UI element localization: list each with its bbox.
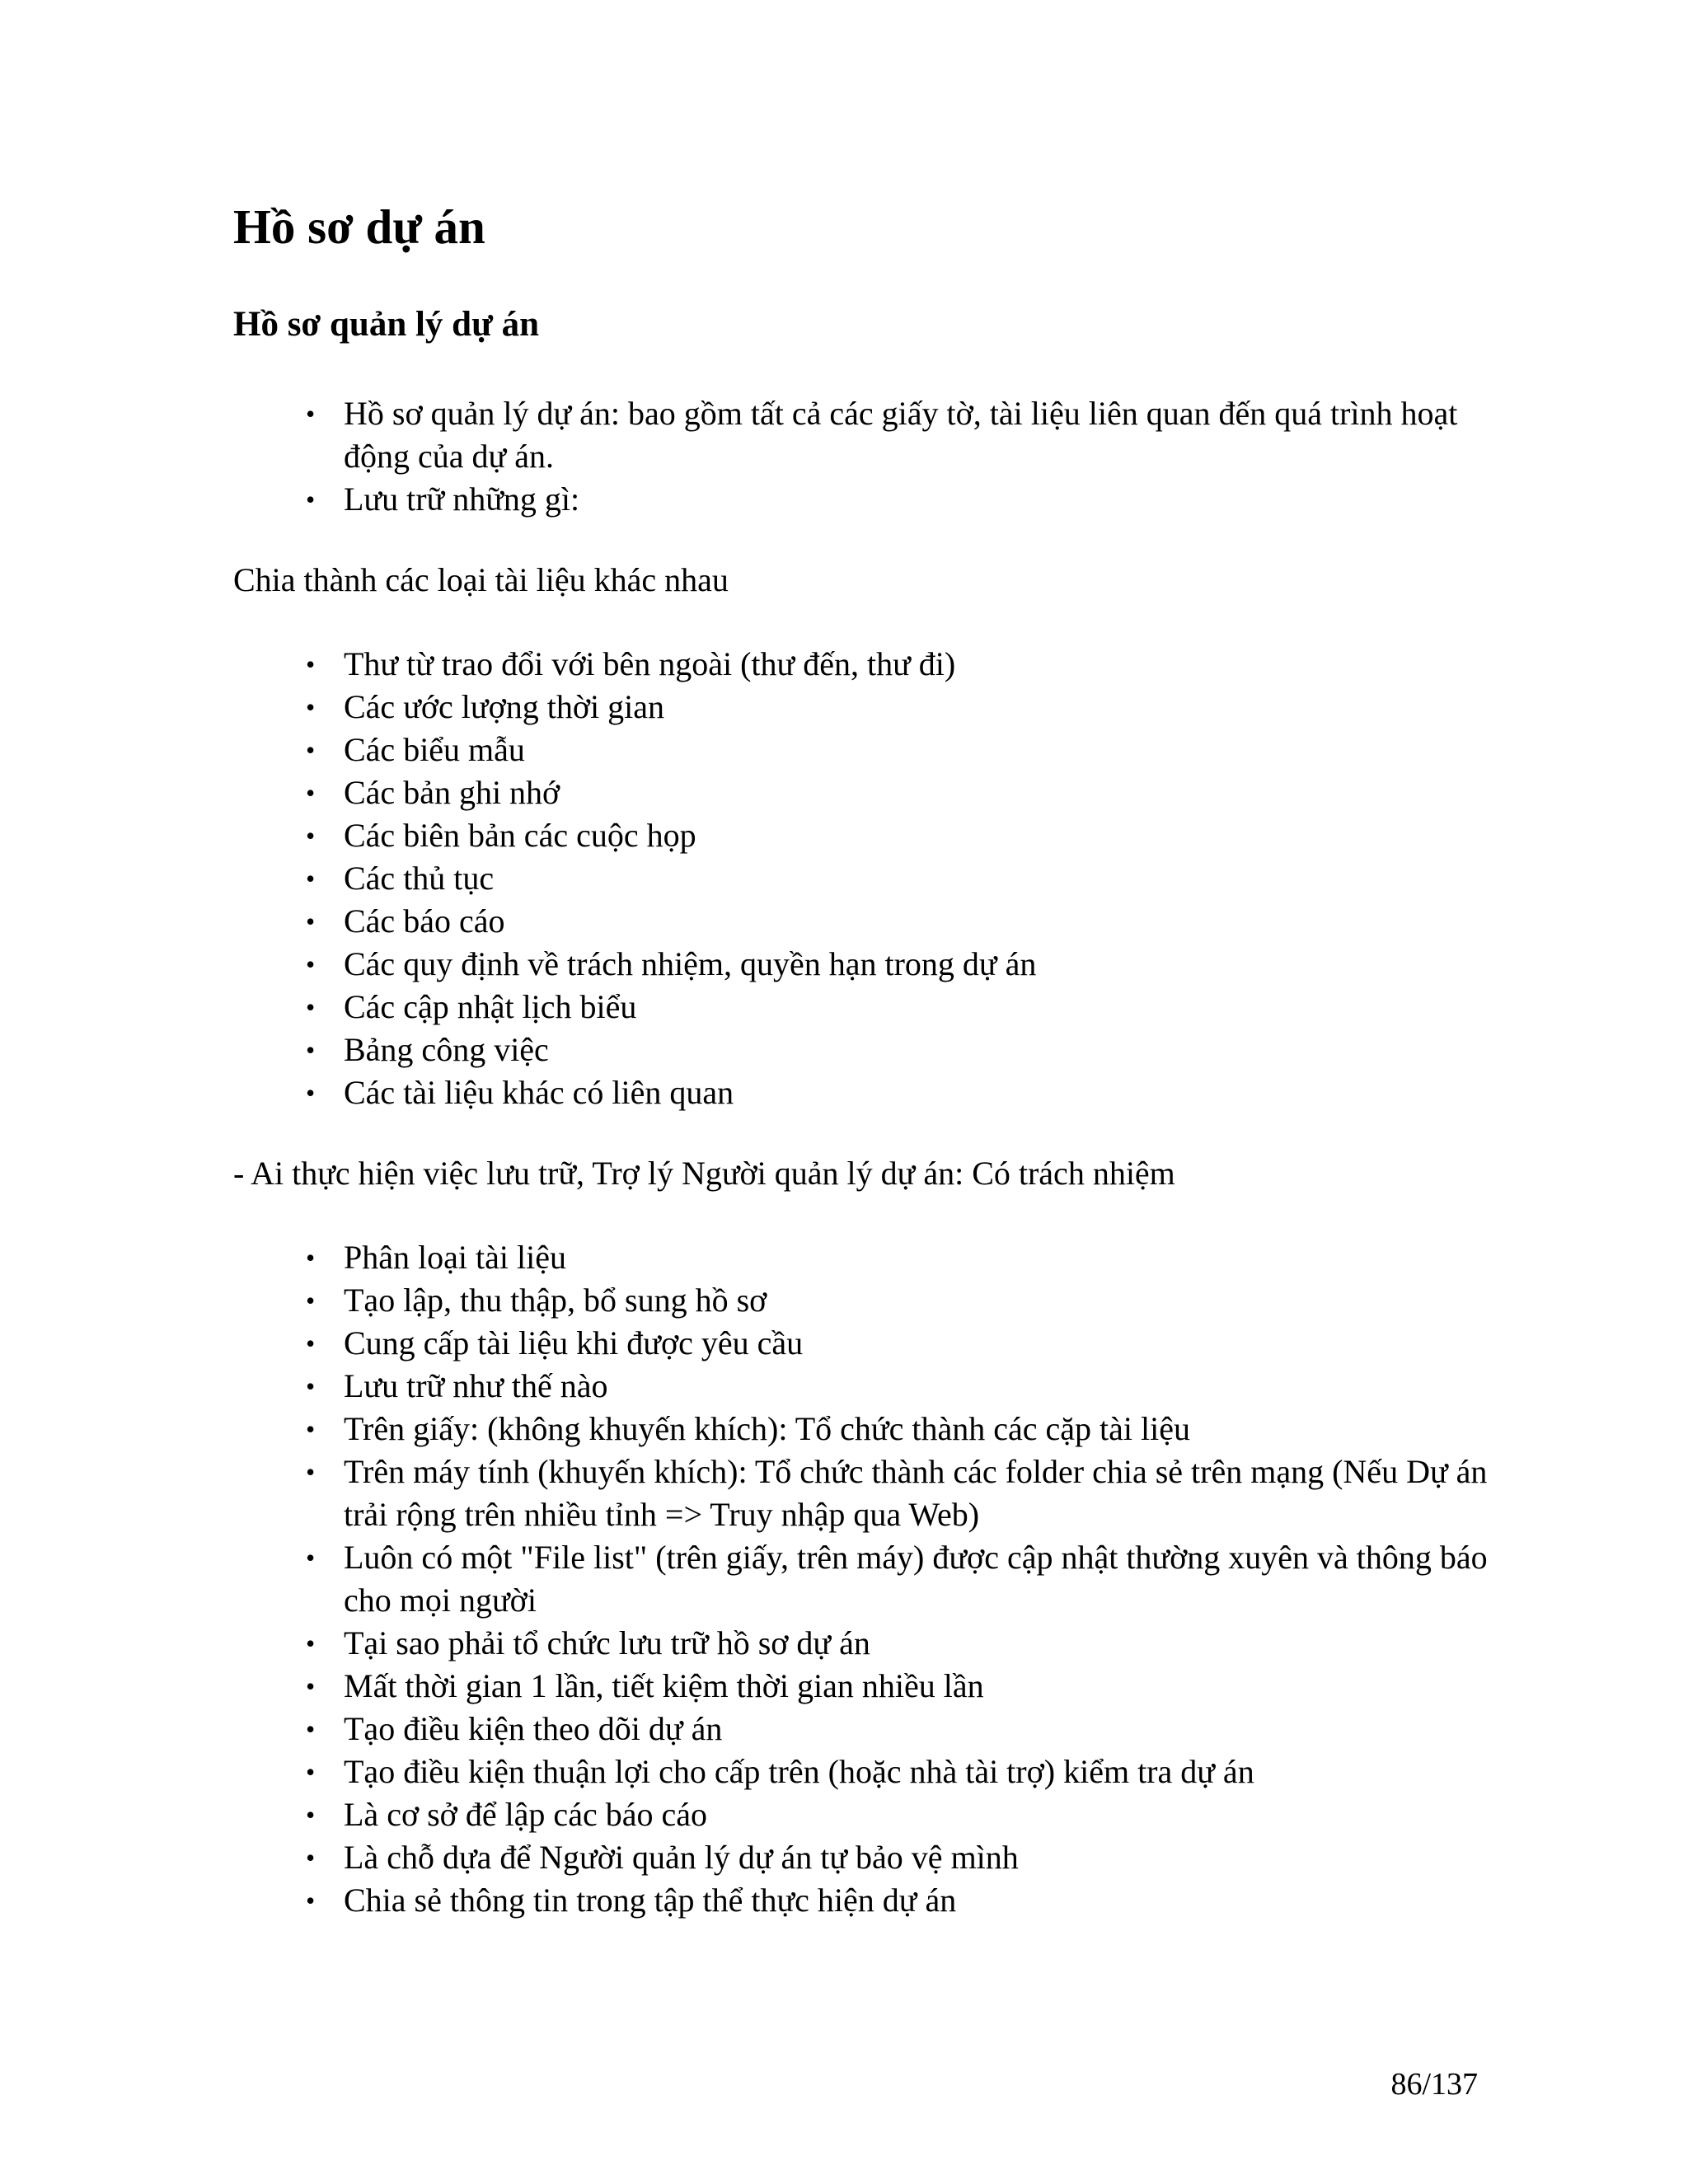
list-item: • Các biên bản các cuộc họp xyxy=(344,814,1498,857)
section-heading: Hồ sơ quản lý dự án xyxy=(233,305,540,344)
list-item: • Luôn có một "File list" (trên giấy, trên máy) được cập nhật thường xuyên và thông báo cho mọi người xyxy=(344,1536,1498,1622)
list-item: • Các báo cáo xyxy=(344,900,1498,943)
responsibilities-list xyxy=(344,1236,1498,1922)
list-item: • Các biểu mẫu xyxy=(344,729,1498,771)
list-item: • Trên máy tính (khuyến khích): Tổ chức thành các folder chia sẻ trên mạng (Nếu Dự án trải rộng trên nhiều tỉnh => Truy nhập qua Web) xyxy=(344,1451,1498,1536)
list-item: • Tại sao phải tổ chức lưu trữ hồ sơ dự án xyxy=(344,1622,1498,1665)
list-item: • Hồ sơ quản lý dự án: bao gồm tất cả các giấy tờ, tài liệu liên quan đến quá trình hoạt động của dự án. xyxy=(344,392,1498,478)
list-item: • Lưu trữ như thế nào xyxy=(344,1365,1498,1408)
list-item: • Các bản ghi nhớ xyxy=(344,771,1498,814)
list-item: • Tạo lập, thu thập, bổ sung hồ sơ xyxy=(344,1279,1498,1322)
list-item: • Bảng công việc xyxy=(344,1029,1498,1071)
page-title: Hồ sơ dự án xyxy=(233,199,485,254)
list-item: • Lưu trữ những gì: xyxy=(344,478,1498,521)
list-item: • Trên giấy: (không khuyến khích): Tổ chức thành các cặp tài liệu xyxy=(344,1408,1498,1451)
list-item: • Phân loại tài liệu xyxy=(344,1236,1498,1279)
responsibility-paragraph: - Ai thực hiện việc lưu trữ, Trợ lý Người quản lý dự án: Có trách nhiệm xyxy=(233,1155,1175,1192)
list-item: • Các cập nhật lịch biểu xyxy=(344,986,1498,1029)
intro-bullet-list xyxy=(344,392,1498,521)
list-item: • Các thủ tục xyxy=(344,857,1498,900)
list-item: • Mất thời gian 1 lần, tiết kiệm thời gian nhiều lần xyxy=(344,1665,1498,1708)
list-item: • Các quy định về trách nhiệm, quyền hạn trong dự án xyxy=(344,943,1498,986)
page-number: 86/137 xyxy=(1390,2067,1478,2102)
list-item: • Thư từ trao đổi với bên ngoài (thư đến, thư đi) xyxy=(344,643,1498,686)
document-categories-paragraph: Chia thành các loại tài liệu khác nhau xyxy=(233,561,729,598)
list-item: • Các ước lượng thời gian xyxy=(344,686,1498,729)
list-item: • Tạo điều kiện thuận lợi cho cấp trên (hoặc nhà tài trợ) kiểm tra dự án xyxy=(344,1750,1498,1793)
list-item: • Là cơ sở để lập các báo cáo xyxy=(344,1793,1498,1836)
list-item: • Các tài liệu khác có liên quan xyxy=(344,1071,1498,1114)
list-item: • Là chỗ dựa để Người quản lý dự án tự bảo vệ mình xyxy=(344,1836,1498,1879)
document-types-list xyxy=(344,643,1498,1114)
list-item: • Tạo điều kiện theo dõi dự án xyxy=(344,1708,1498,1750)
list-item: • Chia sẻ thông tin trong tập thể thực hiện dự án xyxy=(344,1879,1498,1922)
list-item: • Cung cấp tài liệu khi được yêu cầu xyxy=(344,1322,1498,1365)
document-page xyxy=(233,0,1503,2184)
